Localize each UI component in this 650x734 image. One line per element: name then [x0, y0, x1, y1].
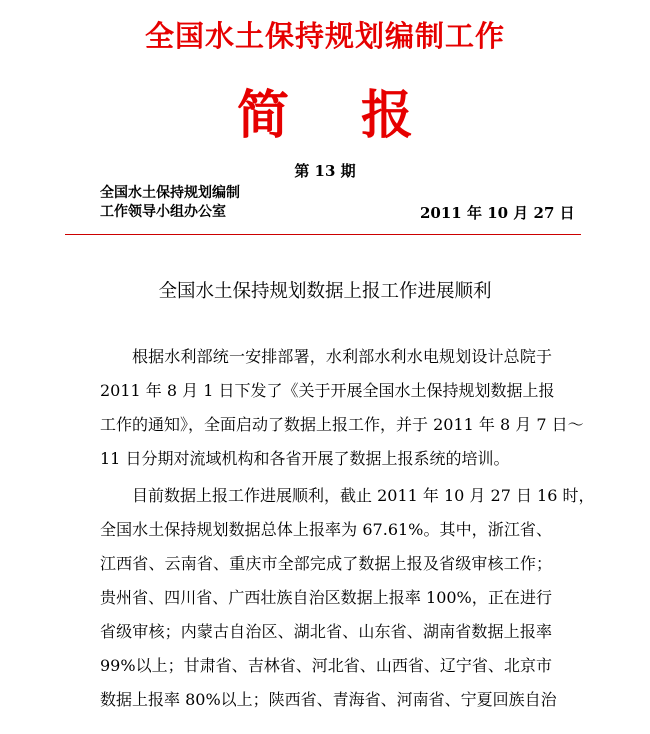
report-title-char: 简: [236, 85, 289, 146]
issuer-block: [100, 184, 240, 222]
article-headline: 全国水土保持规划数据上报工作进展顺利: [158, 281, 492, 302]
paragraph-line: 贵州省、四川省、广西壮族自治区数据上报率 100%，正在进行: [100, 588, 552, 607]
organization-title: 全国水土保持规划编制工作: [144, 19, 505, 53]
paragraph-line: 目前数据上报工作进展顺利，截止 2011 年 10 月 27 日 16 时，: [132, 486, 595, 505]
paragraph-line: 根据水利部统一安排部署，水利部水利水电规划设计总院于: [132, 347, 552, 366]
red-divider-line: [65, 234, 581, 235]
paragraph-2: [100, 479, 595, 717]
paragraph-line: 99%以上；甘肃省、吉林省、河北省、山西省、辽宁省、北京市: [100, 656, 552, 675]
issue-date: 2011 年 10 月 27 日: [420, 204, 575, 222]
paragraph-line: 数据上报率 80%以上；陕西省、青海省、河南省、宁夏回族自治: [100, 690, 557, 709]
paragraph-line: 工作的通知》，全面启动了数据上报工作，并于 2011 年 8 月 7 日～: [100, 415, 584, 434]
paragraph-line: 11 日分期对流域机构和各省开展了数据上报系统的培训。: [100, 449, 510, 468]
paragraph-line: 省级审核；内蒙古自治区、湖北省、山东省、湖南省数据上报率: [100, 622, 552, 641]
paragraph-line: 江西省、云南省、重庆市全部完成了数据上报及省级审核工作；: [100, 554, 552, 573]
paragraph-line: 2011 年 8 月 1 日下发了《关于开展全国水土保持规划数据上报: [100, 381, 555, 400]
issuer-line-1: 全国水土保持规划编制: [100, 185, 240, 201]
article-body: [100, 340, 595, 720]
issuer-line-2: 工作领导小组办公室: [100, 204, 226, 220]
issue-number: 第 13 期: [294, 162, 356, 180]
report-title: [0, 82, 650, 150]
report-title-char: 报: [361, 85, 414, 146]
paragraph-line: 全国水土保持规划数据总体上报率为 67.61%。其中，浙江省、: [100, 520, 552, 539]
paragraph-1: [100, 340, 584, 476]
